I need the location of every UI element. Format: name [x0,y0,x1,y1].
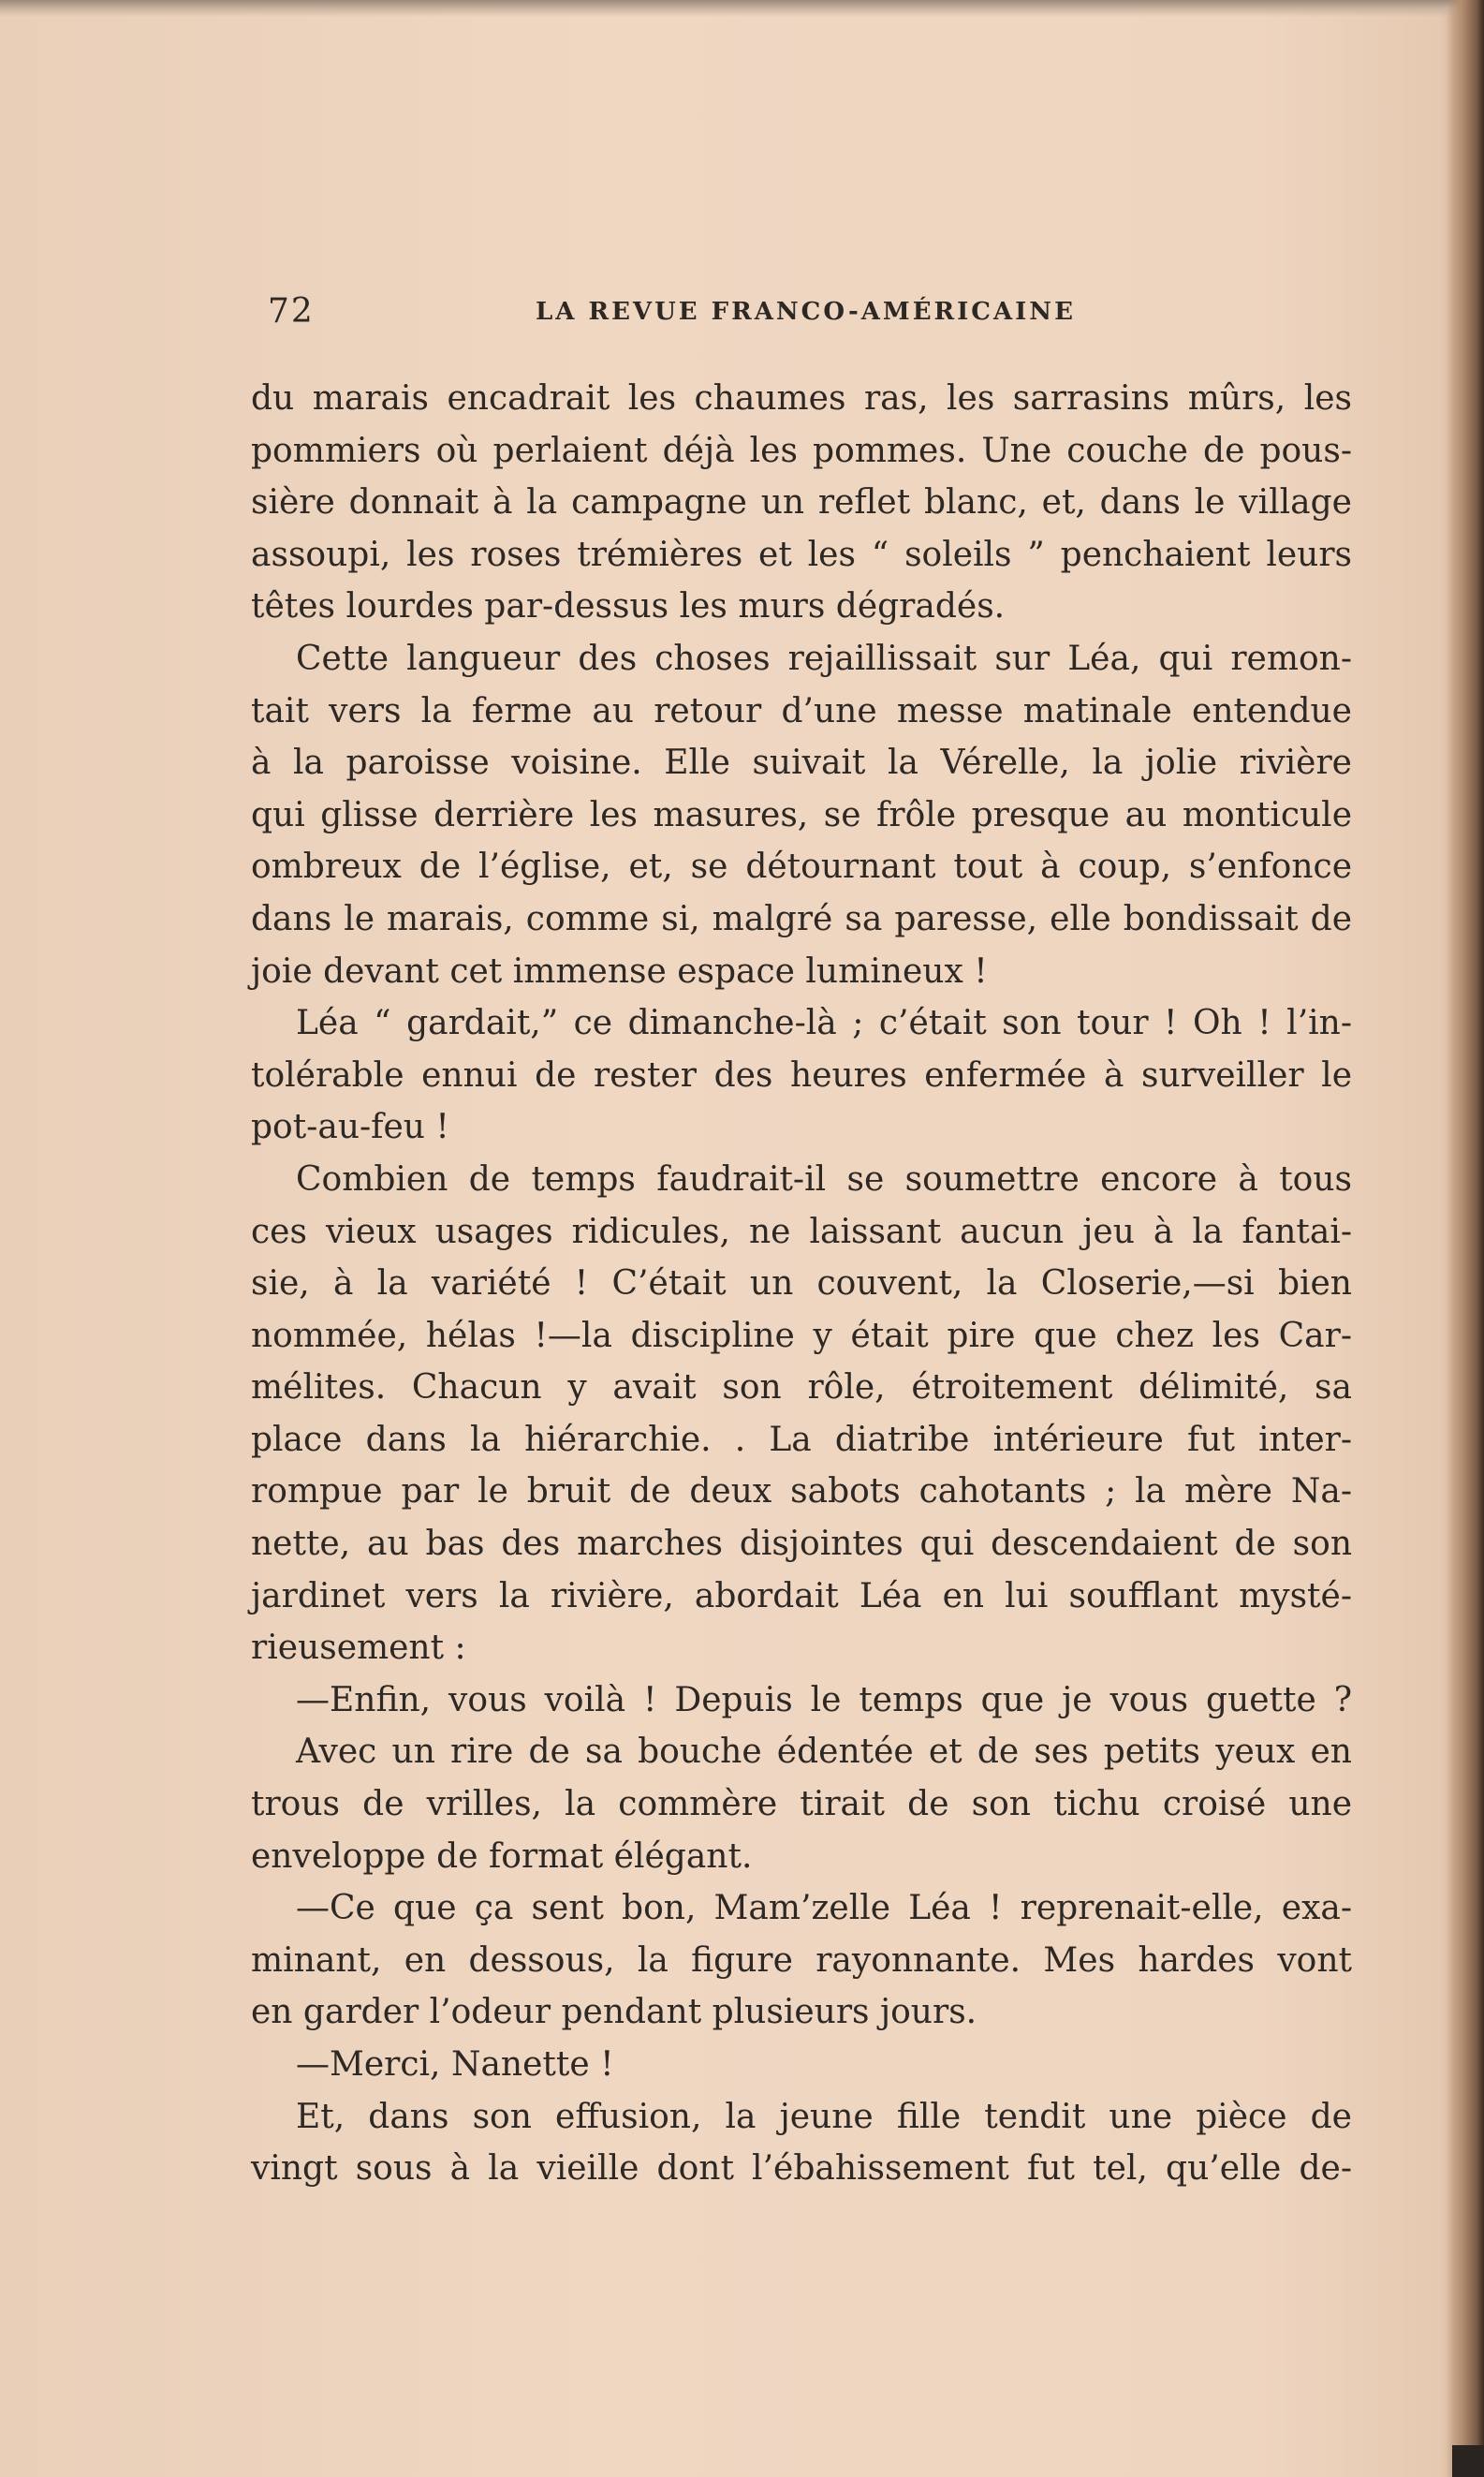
text-line: —Enfin, vous voilà ! Depuis le temps que je vous guette ? [296,1680,1352,1719]
text-line: pot-au-feu ! [251,1108,449,1147]
text-line: ces vieux usages ridicules, ne laissant aucun jeu à la fantai- [251,1212,1352,1251]
page-number: 72 [268,292,315,331]
text-line: minant, en dessous, la figure rayonnante. Mes hardes vont [251,1940,1352,1980]
text-line: enveloppe de format élégant. [251,1836,753,1876]
running-head [268,292,1373,339]
text-line: —Merci, Nanette ! [296,2045,614,2084]
text-line: têtes lourdes par-dessus les murs dégradés. [251,587,1006,627]
text-line: vingt sous à la vieille dont l’ébahissement fut tel, qu’elle de- [251,2149,1352,2189]
top-edge-shadow [0,0,1484,17]
text-line: Avec un rire de sa bouche édentée et de ses petits yeux en [296,1732,1352,1772]
text-line: Léa “ gardait,” ce dimanche-là ; c’était son tour ! Oh ! l’in- [296,1004,1352,1043]
text-line: Combien de temps faudrait-il se soumettre encore à tous [296,1159,1352,1199]
body-text [251,373,1352,2195]
text-line: à la paroisse voisine. Elle suivait la Vérelle, la jolie rivière [251,744,1352,783]
text-line: trous de vrilles, la commère tirait de son tichu croisé une [251,1785,1352,1824]
text-line: ombreux de l’église, et, se détournant tout à coup, s’enfonce [251,848,1352,887]
text-line: qui glisse derrière les masures, se frôle presque au monticule [251,795,1352,834]
text-line: tolérable ennui de rester des heures enfermée à surveiller le [251,1055,1352,1095]
text-line: dans le marais, comme si, malgré sa paresse, elle bondissait de [251,899,1352,938]
text-line: du marais encadrait les chaumes ras, les sarrasins mûrs, les [251,379,1352,418]
text-line: en garder l’odeur pendant plusieurs jours. [251,1993,977,2032]
text-line: pommiers où perlaient déjà les pommes. Une couche de pous- [251,431,1352,470]
text-line: nommée, hélas !—la discipline y était pire que chez les Car- [251,1316,1352,1355]
text-line: place dans la hiérarchie. . La diatribe intérieure fut inter- [251,1420,1352,1459]
page-corner [1452,2445,1484,2477]
text-line: Et, dans son effusion, la jeune fille tendit une pièce de [296,2097,1352,2136]
text-line: tait vers la ferme au retour d’une messe matinale entendue [251,691,1352,730]
journal-title: LA REVUE FRANCO-AMÉRICAINE [536,298,1076,326]
text-line: Cette langueur des choses rejaillissait sur Léa, qui remon- [296,639,1352,678]
page-binding-edge [1447,0,1484,2477]
text-line: rieusement : [251,1629,466,1668]
text-line: mélites. Chacun y avait son rôle, étroitement délimité, sa [251,1368,1352,1408]
text-line: sière donnait à la campagne un reflet blanc, et, dans le village [251,483,1352,523]
text-line: sie, à la variété ! C’était un couvent, la Closerie,—si bien [251,1264,1352,1304]
text-line: jardinet vers la rivière, abordait Léa en lui soufflant mysté- [251,1576,1352,1615]
text-line: —Ce que ça sent bon, Mam’zelle Léa ! reprenait-elle, exa- [296,1889,1352,1928]
text-line: nette, au bas des marches disjointes qui descendaient de son [251,1525,1352,1564]
text-line: rompue par le bruit de deux sabots cahotants ; la mère Na- [251,1472,1352,1511]
text-line: assoupi, les roses trémières et les “ soleils ” penchaient leurs [251,535,1352,574]
text-line: joie devant cet immense espace lumineux ! [251,951,988,991]
